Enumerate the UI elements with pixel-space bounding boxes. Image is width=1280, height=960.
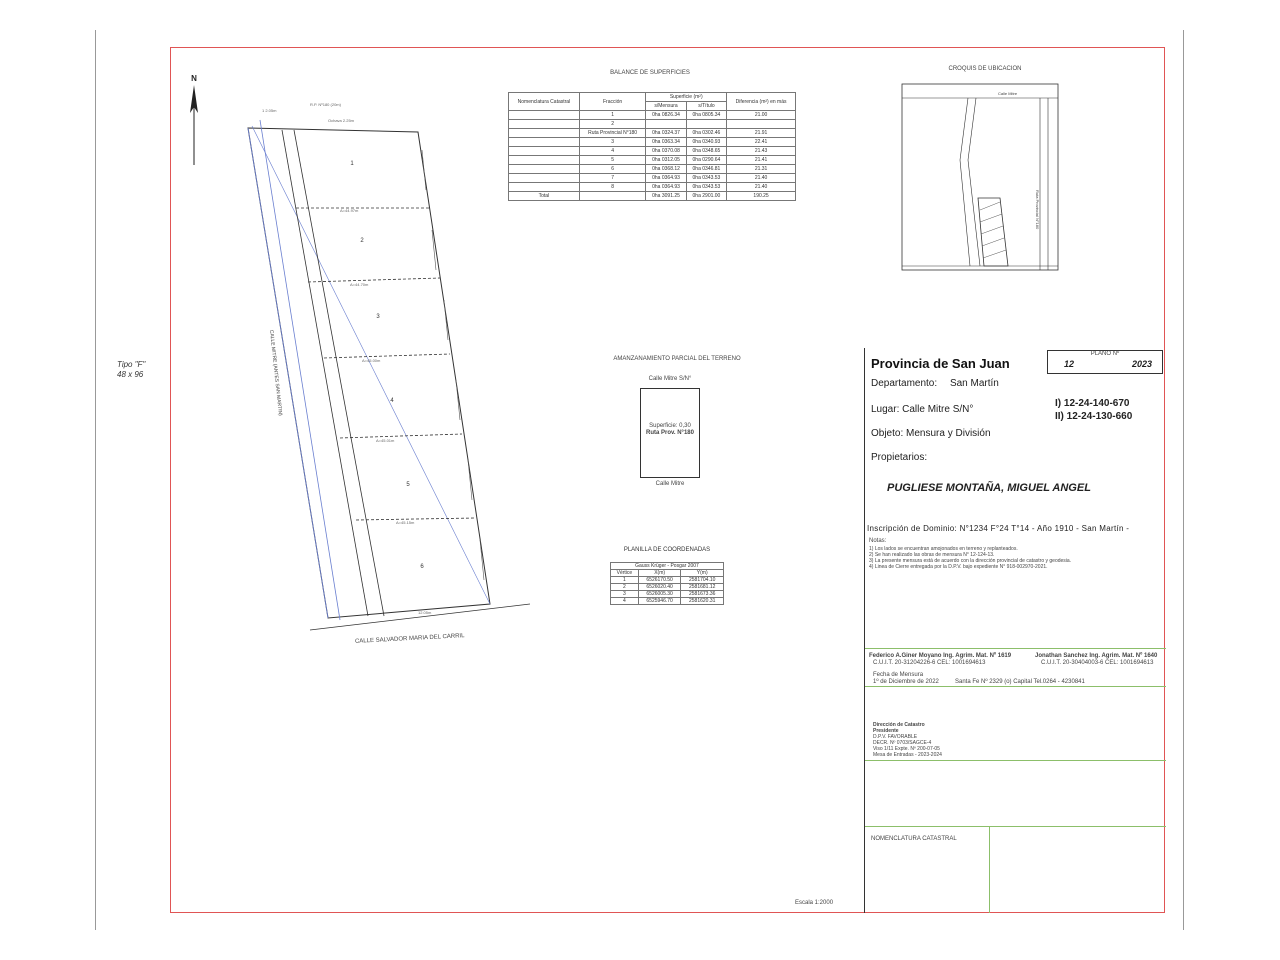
balance-cell: 0ha 0324.37 [646, 129, 686, 138]
scale-label: Escala 1:2000 [795, 900, 834, 906]
survey-date-label: Fecha de Mensura [873, 672, 924, 678]
coords-cell: 6525946.70 [638, 598, 681, 605]
coords-cell: 2 [611, 584, 639, 591]
detail-drawing [640, 388, 700, 478]
coords-system: Gauss Krüger - Posgar 2007 [611, 563, 724, 570]
balance-header: Fracción [579, 93, 645, 111]
street-left-label: CALLE MITRE (ANTES SAN MARTIN) [268, 329, 284, 417]
object-row [871, 428, 991, 439]
balance-cell: 0ha 2901.00 [686, 192, 726, 201]
balance-subheader: s/Título [686, 102, 726, 111]
north-label: N [191, 74, 197, 83]
visa-line: D.P.V. FAVORABLE [873, 734, 918, 740]
owners-label: Propietarios: [871, 452, 928, 463]
balance-row [509, 129, 796, 138]
balance-cell: 8 [579, 183, 645, 192]
balance-row [509, 156, 796, 165]
professional-2b: C.U.I.T. 20-30404003-6 CEL: 1001694613 [1041, 660, 1154, 666]
balance-header: Diferencia (m²) en más [727, 93, 796, 111]
location-sketch [900, 80, 1060, 280]
coords-cell: 6526005.30 [638, 591, 681, 598]
nomenclature-2: II) 12-24-130-660 [1055, 411, 1133, 422]
balance-cell: 0ha 0805.34 [686, 111, 726, 120]
balance-cell: 0ha 0290.64 [686, 156, 726, 165]
department-row [871, 378, 999, 389]
visa-line: Presidente [873, 728, 899, 734]
balance-cell: 21.40 [727, 183, 796, 192]
title-block [864, 348, 1165, 913]
province-title: Provincia de San Juan [871, 356, 1010, 371]
plan-year: 2023 [1132, 359, 1153, 369]
sheet-type: Tipo "F" [117, 360, 146, 369]
detail-center-text: Ruta Prov. N°180 [646, 430, 694, 436]
balance-cell: 0ha 3091.25 [646, 192, 686, 201]
balance-cell [509, 156, 580, 165]
balance-cell: 0ha 0343.53 [686, 174, 726, 183]
coords-row [611, 584, 724, 591]
balance-cell: 21.40 [727, 174, 796, 183]
lot-label: 3 [376, 314, 380, 320]
block-divider [865, 826, 1166, 827]
balance-cell [509, 138, 580, 147]
plan-label: PLANO Nº [1090, 351, 1120, 357]
coords-header: Y(m) [681, 570, 724, 577]
balance-cell: 4 [579, 147, 645, 156]
balance-cell [509, 165, 580, 174]
balance-cell: 190.25 [727, 192, 796, 201]
balance-cell: 6 [579, 165, 645, 174]
coords-header: Vértice [611, 570, 639, 577]
balance-cell: Total [509, 192, 580, 201]
balance-cell: 1 [579, 111, 645, 120]
balance-cell: 0ha 0340.93 [686, 138, 726, 147]
balance-header: Superficie (m²) [646, 93, 727, 102]
balance-cell [509, 183, 580, 192]
balance-row [509, 138, 796, 147]
nomenclature-1: I) 12-24-140-670 [1055, 398, 1130, 409]
visa-line: Viso 1/11 Expte. Nº 200-07-05 [873, 746, 940, 752]
visa-line: Dirección de Catastro [873, 722, 925, 728]
department-value: San Martín [949, 378, 999, 389]
department-label: Departamento: [871, 378, 938, 389]
cadastral-divider [989, 826, 990, 913]
detail-title: AMANZANAMIENTO PARCIAL DEL TERRENO [613, 356, 741, 362]
coords-cell: 1 [611, 577, 639, 584]
balance-cell: 21.00 [727, 111, 796, 120]
balance-cell: 21.31 [727, 165, 796, 174]
svg-text:1 2.05m: 1 2.05m [262, 108, 277, 113]
page-guide-left [95, 30, 96, 930]
balance-cell: 0ha 0302.46 [686, 129, 726, 138]
balance-row [509, 147, 796, 156]
sheet-size: 48 x 96 [117, 370, 144, 379]
svg-text:Ochava 2.25m: Ochava 2.25m [328, 118, 355, 123]
subdivision-plan [200, 90, 540, 650]
cadastral-title: NOMENCLATURA CATASTRAL [871, 836, 957, 842]
balance-cell: 0ha 0826.34 [646, 111, 686, 120]
coords-cell: 6526170.50 [638, 577, 681, 584]
balance-table [508, 92, 796, 201]
detail-center-text: Superficie: 0,30 [649, 423, 691, 429]
address: Santa Fe Nº 2329 (o) Capital Tel.0264 - 4230841 [955, 679, 1085, 685]
svg-text:A=45.01m: A=45.01m [376, 438, 395, 443]
block-divider [865, 648, 1166, 649]
balance-cell [509, 129, 580, 138]
balance-subheader: s/Mensura [646, 102, 686, 111]
balance-cell: 0ha 0343.53 [686, 183, 726, 192]
balance-cell: 3 [579, 138, 645, 147]
visa-block [873, 722, 942, 758]
location-label: Ruta Provincial N°180 [1035, 190, 1040, 230]
coords-title: PLANILLA DE COORDENADAS [623, 547, 711, 553]
balance-cell [727, 120, 796, 129]
place-label: Lugar: [871, 404, 900, 415]
balance-cell [686, 120, 726, 129]
visa-line: Mesa de Entradas - 2023-2024 [873, 752, 942, 758]
object-label: Objeto: [871, 428, 904, 439]
balance-cell: 0ha 0312.05 [646, 156, 686, 165]
balance-cell: 0ha 0370.08 [646, 147, 686, 156]
balance-row [509, 111, 796, 120]
lot-label: 5 [406, 482, 410, 488]
coords-cell: 2581704.10 [681, 577, 724, 584]
balance-cell: 0ha 0363.34 [646, 138, 686, 147]
balance-cell: 0ha 0346.81 [686, 165, 726, 174]
lot-label: 2 [360, 238, 364, 244]
balance-row [509, 165, 796, 174]
balance-cell [509, 147, 580, 156]
professional-1b: C.U.I.T. 20-31204226-6 CEL: 1001694613 [873, 660, 986, 666]
coords-row [611, 598, 724, 605]
street-bottom-label: CALLE SALVADOR MARIA DEL CARRIL [354, 633, 465, 645]
coords-cell: 6526020.40 [638, 584, 681, 591]
balance-cell [579, 192, 645, 201]
balance-row [509, 174, 796, 183]
balance-row [509, 183, 796, 192]
visa-line: DECR. Nº 0703/SAGCE-4 [873, 740, 932, 746]
balance-cell: 2 [579, 120, 645, 129]
coords-table [610, 562, 724, 605]
svg-text:A=44.70m: A=44.70m [350, 282, 369, 287]
object-value: Mensura y División [906, 428, 991, 439]
balance-total-row [509, 192, 796, 201]
place-row [871, 404, 973, 415]
balance-cell: 0ha 0348.65 [686, 147, 726, 156]
svg-text:A=44.97m: A=44.97m [340, 208, 359, 213]
balance-cell: 5 [579, 156, 645, 165]
page-guide-right [1183, 30, 1184, 930]
owner-name: PUGLIESE MONTAÑA, MIGUEL ANGEL [887, 482, 1091, 494]
balance-row [509, 120, 796, 129]
balance-cell: 7 [579, 174, 645, 183]
notes-label: Notas: [869, 538, 887, 544]
balance-title: BALANCE DE SUPERFICIES [610, 70, 690, 76]
note-item: 2) Se han realizado las obras de mensura N° 12-124-13. [869, 552, 995, 558]
notes-list [869, 546, 1163, 570]
balance-cell [509, 120, 580, 129]
balance-cell: Ruta Provincial N°180 [579, 129, 645, 138]
professional-1: Federico A.Giner Moyano Ing. Agrim. Mat. Nº 1619 [869, 653, 1012, 659]
note-item: 1) Los lados se encuentran amojonados en terreno y replanteados. [869, 546, 1018, 552]
block-divider [865, 760, 1166, 761]
location-title: CROQUIS DE UBICACION [948, 66, 1022, 72]
detail-bottom-label: Calle Mitre [655, 481, 685, 487]
svg-text:R.P. Nº180 (20m): R.P. Nº180 (20m) [310, 102, 341, 107]
location-label: Calle Mitre [998, 91, 1018, 96]
balance-cell: 21.43 [727, 147, 796, 156]
balance-cell: 0ha 0364.93 [646, 183, 686, 192]
lot-label: 1 [350, 161, 354, 167]
plan-number: 12 [1064, 359, 1075, 369]
note-item: 3) La presente mensura está de acuerdo con la dirección provincial de catastro y geodesia. [869, 558, 1072, 564]
balance-cell [509, 174, 580, 183]
professional-2: Jonathan Sanchez Ing. Agrim. Mat. Nº 1640 [1035, 653, 1158, 659]
detail-top-label: Calle Mitre S/N° [648, 376, 692, 382]
plan-number-box [1047, 350, 1163, 374]
balance-cell: 22.41 [727, 138, 796, 147]
coords-cell: 2581620.31 [681, 598, 724, 605]
coords-cell: 3 [611, 591, 639, 598]
coords-row [611, 577, 724, 584]
note-item: 4) Linea de Cierre entregada por la D.P.V. bajo expediente N° 918-002970-2021. [869, 564, 1048, 570]
balance-cell: 0ha 0364.93 [646, 174, 686, 183]
coords-cell: 4 [611, 598, 639, 605]
svg-text:A=45.00m: A=45.00m [362, 358, 381, 363]
balance-cell [646, 120, 686, 129]
lot-label: 4 [390, 398, 394, 404]
coords-cell: 2581681.12 [681, 584, 724, 591]
block-divider [865, 686, 1166, 687]
balance-cell: 21.41 [727, 156, 796, 165]
balance-cell [509, 111, 580, 120]
balance-header: Nomenclatura Catastral [509, 93, 580, 111]
balance-cell: 21.91 [727, 129, 796, 138]
svg-text:A=45.15m: A=45.15m [396, 520, 415, 525]
balance-cell: 0ha 0368.12 [646, 165, 686, 174]
inscription: Inscripción de Dominio: N°1234 F°24 T°14 - Año 1910 - San Martín - [867, 524, 1130, 533]
svg-text:12.05m: 12.05m [418, 610, 432, 615]
place-value: Calle Mitre S/N° [902, 404, 974, 415]
coords-header: X(m) [638, 570, 681, 577]
sheet-type-label [117, 360, 145, 380]
survey-date: 1º de Diciembre de 2022 [873, 679, 939, 685]
lot-label: 6 [420, 564, 424, 570]
coords-cell: 2581673.36 [681, 591, 724, 598]
coords-row [611, 591, 724, 598]
